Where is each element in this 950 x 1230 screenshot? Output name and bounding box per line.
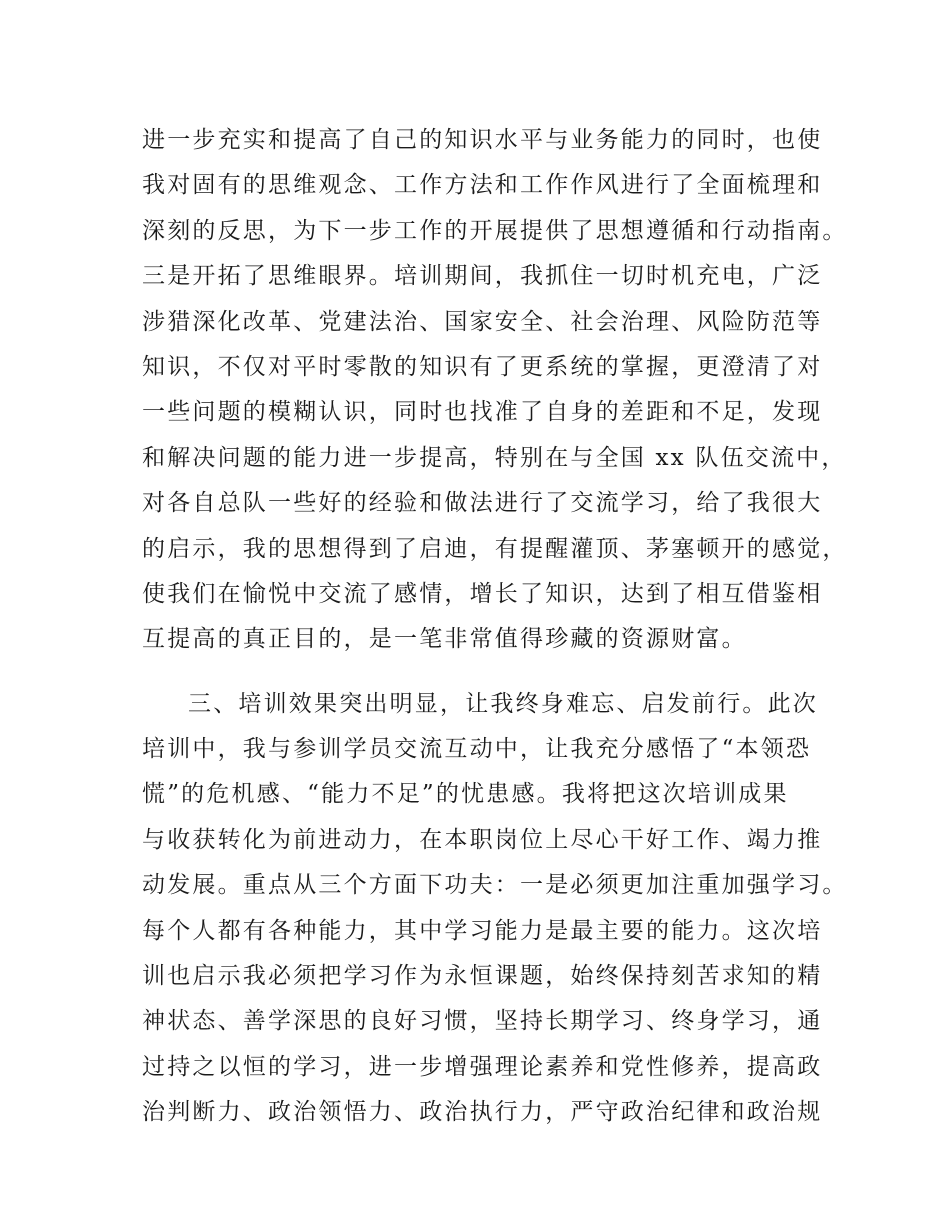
text-line: 培训中，我与参训学员交流互动中，让我充分感悟了“本领恐 — [142, 736, 812, 763]
paragraph-spacer — [142, 663, 842, 682]
text-line: 动发展。重点从三个方面下功夫：一是必须更加注重加强学习。 — [142, 872, 848, 899]
text-line: 每个人都有各种能力，其中学习能力是最主要的能力。这次培 — [142, 917, 823, 944]
text-line: 过持之以恒的学习，进一步增强理论素养和党性修养，提高政 — [142, 1053, 823, 1080]
text-line: 使我们在愉悦中交流了感情，增长了知识，达到了相互借鉴相 — [142, 580, 823, 607]
text-line: 对各自总队一些好的经验和做法进行了交流学习，给了我很大 — [142, 490, 823, 517]
text-line: 互提高的真正目的，是一笔非常值得珍藏的资源财富。 — [142, 626, 747, 653]
paragraph-2 — [142, 682, 848, 1136]
text-line: 我对固有的思维观念、工作方法和工作作风进行了全面梳理和 — [142, 172, 823, 199]
text-line-indented: 三、培训效果突出明显，让我终身难忘、启发前行。此次 — [188, 690, 818, 717]
text-line: 神状态、善学深思的良好习惯，坚持长期学习、终身学习，通 — [142, 1008, 823, 1035]
text-line: 治判断力、政治领悟力、政治执行力，严守政治纪律和政治规 — [142, 1099, 823, 1126]
text-line: 与收获转化为前进动力，在本职岗位上尽心干好工作、竭力推 — [142, 826, 823, 853]
document-body — [142, 118, 848, 1136]
text-line: 的启示，我的思想得到了启迪，有提醒灌顶、茅塞顿开的感觉， — [142, 535, 848, 562]
text-line: 慌”的危机感、“能力不足”的忧患感。我将把这次培训成果 — [142, 781, 789, 808]
text-line: 和解决问题的能力进一步提高，特别在与全国 xx 队伍交流中， — [142, 444, 847, 471]
text-line: 训也启示我必须把学习作为永恒课题，始终保持刻苦求知的精 — [142, 963, 823, 990]
text-line: 涉猎深化改革、党建法治、国家安全、社会治理、风险防范等 — [142, 308, 823, 335]
paragraph-1 — [142, 118, 848, 663]
text-line: 知识，不仅对平时零散的知识有了更系统的掌握，更澄清了对 — [142, 353, 823, 380]
text-line: 三是开拓了思维眼界。培训期间，我抓住一切时机充电，广泛 — [142, 263, 823, 290]
text-line: 一些问题的模糊认识，同时也找准了自身的差距和不足，发现 — [142, 399, 823, 426]
text-line: 深刻的反思，为下一步工作的开展提供了思想遵循和行动指南。 — [142, 217, 848, 244]
text-line: 进一步充实和提高了自己的知识水平与业务能力的同时，也使 — [142, 127, 823, 153]
